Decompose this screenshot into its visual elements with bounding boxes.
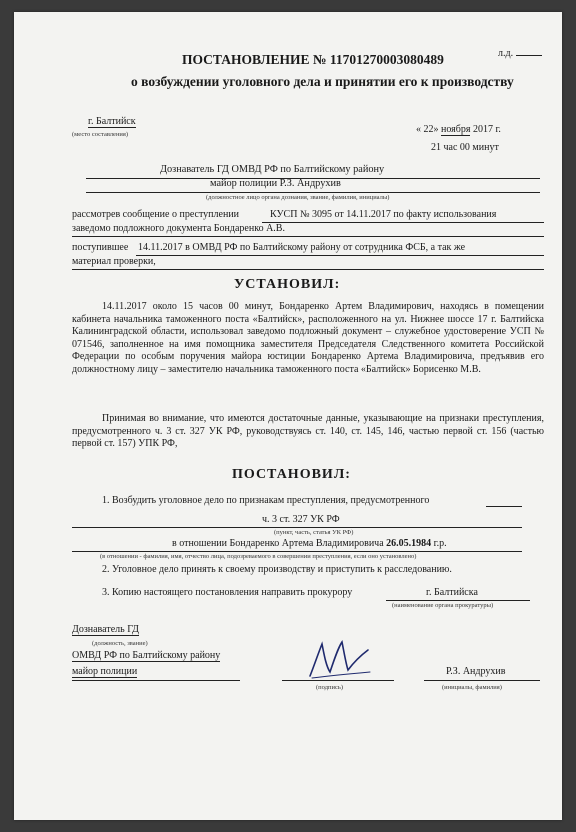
resolved-against: в отношении Бондаренко Артема Владимировича 26.05.1984 г.р.	[172, 538, 447, 549]
place-caption: (место составления)	[72, 131, 129, 138]
document-page	[14, 12, 562, 820]
against-caption: (в отношении - фамилия, имя, отчество лица, подозреваемого в совершении преступления, если оно установлено)	[100, 553, 417, 560]
received-prefix: поступившее	[72, 242, 129, 253]
resolved-item-3: 3. Копию настоящего постановления направить прокурору	[102, 587, 353, 598]
document-date: « 22» ноября 2017 г.	[416, 124, 501, 135]
established-paragraph-2: Принимая во внимание, что имеются достаточные данные, указывающие на признаки преступления, предусмотренного ч. 3 ст. 327 УК РФ, руководствуясь ст. 140, ст. 145, 146, частью первой ст. 156 (частью первой ст. 157) УПК РФ,	[72, 413, 544, 449]
established-paragraph-1: 14.11.2017 около 15 часов 00 минут, Бондаренко Артем Владимирович, находясь в помещении кабинета начальника таможенного поста «Балтийск», расположенного на ул. Нижнее шоссе 17 г. Балтийска Калининградской области, использовал заведомо подложный документ – служебное удостоверение УСП № 071546, заполненное на имя помощника заместителя Председателя Следственного комитета Российской Федерации по особым поручения майора юстиции Бондаренко Артема Владимировича, предъявив его должностному лицу – заместителю начальника таможенного поста «Балтийск» Борисенко М.В.	[72, 301, 544, 375]
handwritten-signature	[304, 636, 374, 682]
resolved-article: ч. 3 ст. 327 УК РФ	[262, 514, 340, 525]
document-subtitle: о возбуждении уголовного дела и принятии его к производству	[131, 74, 514, 89]
signature-caption: (подпись)	[316, 684, 343, 691]
prosecutor-caption: (наименование органа прокуратуры)	[392, 602, 494, 609]
signer-role-caption: (должность, звание)	[92, 640, 148, 647]
resolved-item-2: 2. Уголовное дело принять к своему производству и приступить к расследованию.	[102, 564, 452, 575]
official-line1: Дознаватель ГД ОМВД РФ по Балтийскому району	[160, 164, 385, 175]
resolved-item-1: 1. Возбудить уголовное дело по признакам преступления, предусмотренного	[102, 495, 430, 506]
prosecutor-name: г. Балтийска	[426, 587, 478, 598]
document-number-title: ПОСТАНОВЛЕНИЕ № 11701270003080489	[182, 52, 444, 67]
document-time: 21 час 00 минут	[431, 142, 499, 153]
established-heading: УСТАНОВИЛ:	[234, 277, 341, 292]
received-value2: материал проверки,	[72, 256, 156, 267]
resolved-heading: ПОСТАНОВИЛ:	[232, 467, 351, 482]
signer-role-1: Дознаватель ГД	[72, 624, 139, 635]
considered-value1: КУСП № 3095 от 14.11.2017 по факту использования	[270, 209, 497, 220]
considered-prefix: рассмотрев сообщение о преступлении	[72, 209, 240, 220]
official-caption: (должностное лицо органа дознания, звание, фамилия, инициалы)	[206, 194, 390, 201]
signer-role-3: майор полиции	[72, 666, 138, 677]
ld-label: л.д.	[498, 48, 542, 59]
place-city: г. Балтийск	[88, 116, 136, 127]
article-caption: (пункт, часть, статья УК РФ)	[274, 529, 354, 536]
signer-role-2: ОМВД РФ по Балтийскому району	[72, 650, 221, 661]
signer-name-caption: (инициалы, фамилия)	[442, 684, 502, 691]
official-line2: майор полиции Р.З. Андрухив	[210, 178, 341, 189]
received-value1: 14.11.2017 в ОМВД РФ по Балтийскому району от сотрудника ФСБ, а так же	[138, 242, 466, 253]
signer-name: Р.З. Андрухив	[446, 666, 506, 677]
considered-value2: заведомо подложного документа Бондаренко А.В.	[72, 223, 285, 234]
